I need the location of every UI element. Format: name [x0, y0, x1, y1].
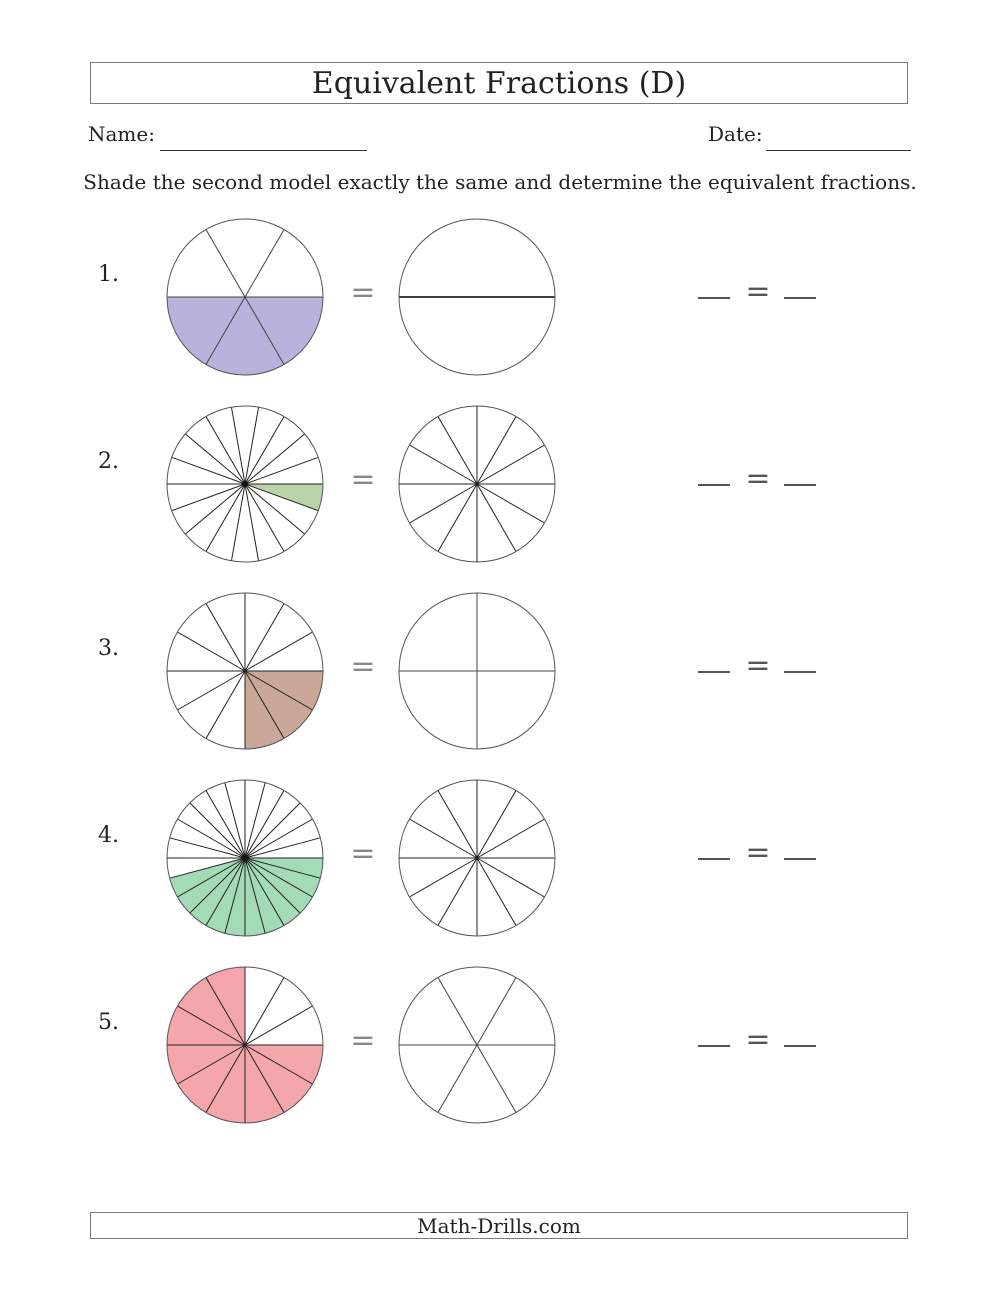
division-line: [245, 457, 318, 484]
fraction-model-to-shade[interactable]: [397, 591, 557, 751]
fraction-blank-left[interactable]: [698, 671, 730, 673]
fraction-blank-left[interactable]: [698, 858, 730, 860]
division-line: [206, 229, 245, 297]
division-line: [477, 819, 545, 858]
fraction-model-given[interactable]: [165, 778, 325, 938]
fraction-blank-right[interactable]: [784, 484, 816, 486]
problem-number: 1.: [98, 262, 119, 287]
fraction-model-to-shade[interactable]: [397, 217, 557, 377]
fraction-model-to-shade[interactable]: [397, 404, 557, 564]
answer-equals-sign: =: [745, 1022, 771, 1057]
instructions: Shade the second model exactly the same and determine the equivalent fractions.: [83, 170, 917, 194]
fraction-blank-right[interactable]: [784, 297, 816, 299]
division-line: [177, 671, 245, 710]
division-line: [245, 229, 284, 297]
date-label: Date:: [708, 122, 763, 146]
division-line: [409, 445, 477, 484]
division-line: [409, 858, 477, 897]
division-line: [438, 484, 477, 552]
answer-area[interactable]: [698, 1022, 818, 1057]
problem-number: 5.: [98, 1010, 119, 1035]
problem-number: 3.: [98, 636, 119, 661]
fraction-model-given[interactable]: [165, 965, 325, 1125]
division-line: [245, 1006, 313, 1045]
division-line: [477, 416, 516, 484]
equals-sign: =: [350, 649, 376, 684]
division-line: [409, 484, 477, 523]
answer-equals-sign: =: [745, 835, 771, 870]
fraction-model-to-shade[interactable]: [397, 965, 557, 1125]
problem-number: 4.: [98, 823, 119, 848]
division-line: [245, 977, 284, 1045]
division-line: [409, 819, 477, 858]
equals-sign: =: [350, 1023, 376, 1058]
answer-area[interactable]: [698, 835, 818, 870]
division-line: [225, 783, 245, 858]
division-line: [477, 1045, 516, 1113]
division-line: [185, 434, 245, 484]
answer-area[interactable]: [698, 274, 818, 309]
division-line: [185, 484, 245, 534]
division-line: [477, 790, 516, 858]
division-line: [245, 434, 305, 484]
answer-equals-sign: =: [745, 648, 771, 683]
fraction-blank-right[interactable]: [784, 1045, 816, 1047]
division-line: [245, 603, 284, 671]
name-label: Name:: [88, 122, 155, 146]
name-field-line[interactable]: [160, 150, 367, 151]
fraction-blank-left[interactable]: [698, 484, 730, 486]
division-line: [477, 484, 516, 552]
center-dot: [242, 855, 248, 861]
division-line: [177, 632, 245, 671]
fraction-model-to-shade[interactable]: [397, 778, 557, 938]
footer: Math-Drills.com: [90, 1212, 908, 1239]
fraction-blank-left[interactable]: [698, 297, 730, 299]
division-line: [206, 671, 245, 739]
equals-sign: =: [350, 462, 376, 497]
answer-equals-sign: =: [745, 274, 771, 309]
answer-equals-sign: =: [745, 461, 771, 496]
division-line: [438, 1045, 477, 1113]
fraction-model-given[interactable]: [165, 217, 325, 377]
division-line: [245, 783, 265, 858]
fraction-model-given[interactable]: [165, 404, 325, 564]
division-line: [477, 858, 545, 897]
division-line: [477, 445, 545, 484]
division-line: [438, 977, 477, 1045]
division-line: [172, 457, 245, 484]
division-line: [438, 416, 477, 484]
problem-number: 2.: [98, 449, 119, 474]
fraction-blank-right[interactable]: [784, 671, 816, 673]
division-line: [206, 603, 245, 671]
division-line: [245, 838, 320, 858]
answer-area[interactable]: [698, 648, 818, 683]
division-line: [477, 977, 516, 1045]
division-line: [170, 838, 245, 858]
worksheet-title: Equivalent Fractions (D): [90, 62, 908, 104]
date-field-line[interactable]: [766, 150, 911, 151]
fraction-blank-right[interactable]: [784, 858, 816, 860]
answer-area[interactable]: [698, 461, 818, 496]
equals-sign: =: [350, 275, 376, 310]
division-line: [245, 632, 313, 671]
division-line: [438, 858, 477, 926]
division-line: [477, 484, 545, 523]
center-dot: [242, 481, 248, 487]
fraction-model-given[interactable]: [165, 591, 325, 751]
division-line: [172, 484, 245, 511]
equals-sign: =: [350, 836, 376, 871]
fraction-blank-left[interactable]: [698, 1045, 730, 1047]
division-line: [477, 858, 516, 926]
division-line: [438, 790, 477, 858]
